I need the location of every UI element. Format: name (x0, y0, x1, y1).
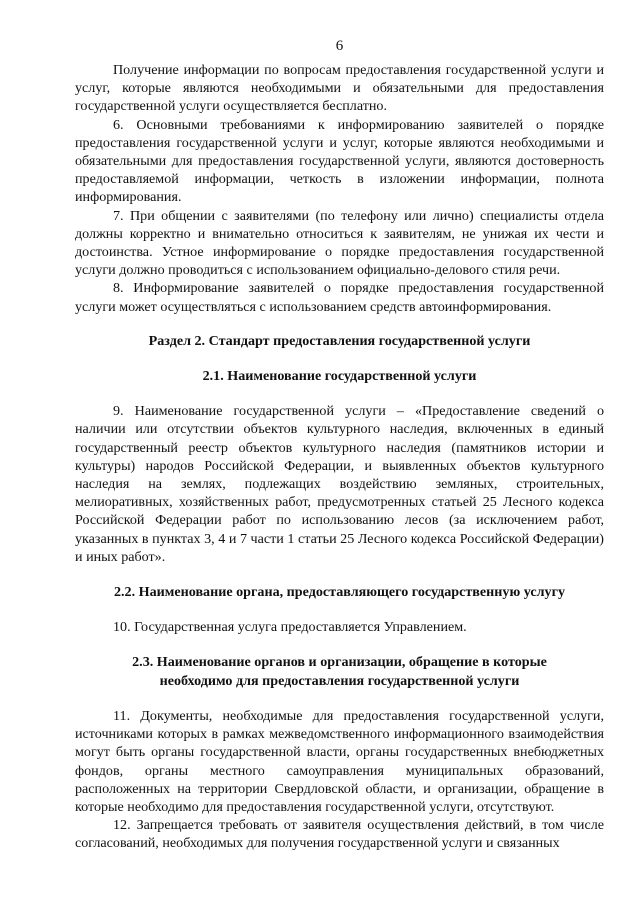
paragraph-intro: Получение информации по вопросам предоставления государственной услуги и услуг, которые являются необходимыми и обязательными для предоставления государственной услуги осуществляется бесплатно. (75, 62, 604, 115)
subsection-2-3-heading-line2: необходимо для предоставления государственной услуги (159, 672, 520, 689)
spacer (75, 385, 604, 402)
subsection-2-3-heading-line1: 2.3. Наименование органов и организации, обращение в которые (132, 654, 547, 671)
paragraph-12: 12. Запрещается требовать от заявителя осуществления действий, в том числе согласований, необходимых для получения государственной услуги и связанных (75, 817, 604, 852)
spacer (75, 316, 604, 332)
subsection-2-2-heading: 2.2. Наименование органа, предоставляющего государственную услугу (113, 584, 566, 601)
subsection-2-3-heading (75, 653, 604, 689)
spacer (75, 566, 604, 583)
paragraph-8: 8. Информирование заявителей о порядке предоставления государственной услуги может осуществляться с использованием средств автоинформирования. (75, 280, 604, 315)
paragraph-9: 9. Наименование государственной услуги – «Предоставление сведений о наличии или отсутствии объектов культурного наследия, включенных в единый государственный реестр объектов культурного наследия (памятников истории и культуры) народов Российской Федерации, и выявленных объектов культурного наследия на землях, подлежащих воздействию земляных, строительных, мелиоративных, хозяйственных работ, предусмотренных статьей 25 Лесного кодекса Российской Федерации работ по использованию лесов (за исключением работ, указанных в пунктах 3, 4 и 7 части 1 статьи 25 Лесного кодекса Российской Федерации) и иных работ». (75, 403, 604, 565)
spacer (75, 601, 604, 618)
paragraph-11: 11. Документы, необходимые для предоставления государственной услуги, источниками которых в рамках межведомственного информационного взаимодействия могут быть органы государственной власти, органы государственных внебюджетных фондов, органы местного самоуправления муниципальных образований, расположенных на территории Свердловской области, и организации, обращение в которые необходимо для предоставления государственной услуги, отсутствуют. (75, 707, 604, 815)
paragraph-10: 10. Государственная услуга предоставляется Управлением. (113, 619, 467, 636)
spacer (75, 636, 604, 653)
spacer (75, 350, 604, 367)
subsection-2-1-heading: 2.1. Наименование государственной услуги (202, 368, 477, 385)
section-2-heading: Раздел 2. Стандарт предоставления государственной услуги (148, 332, 531, 349)
spacer (75, 690, 604, 707)
paragraph-6: 6. Основными требованиями к информированию заявителей о порядке предоставления государственной услуги и услуг, которые являются необходимыми и обязательными для предоставления государственной услуги, являются достоверность предоставляемой информации, четкость в изложении информации, полнота информирования. (75, 116, 604, 206)
page-number: 6 (335, 38, 344, 54)
paragraph-7: 7. При общении с заявителями (по телефону или лично) специалисты отдела должны корректно и внимательно относиться к заявителям, не унижая их чести и достоинства. Устное информирование о порядке предоставления государственной услуги должно проводиться с использованием официально-делового стиля речи. (75, 207, 604, 279)
